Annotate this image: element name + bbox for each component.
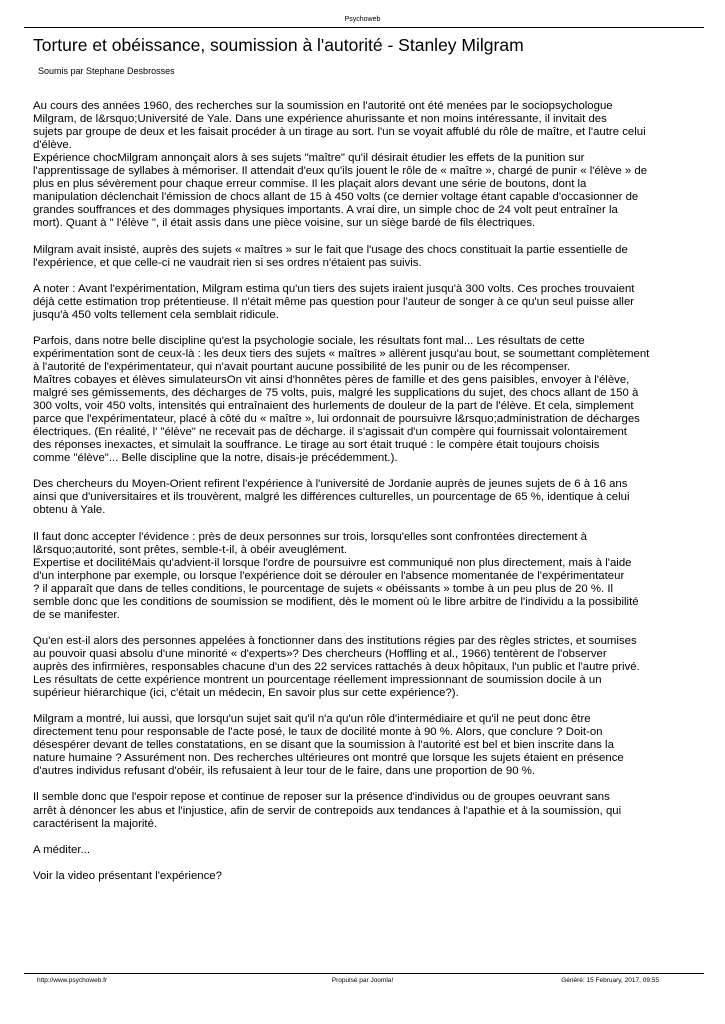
- article-title: Torture et obéissance, soumission à l'autorité - Stanley Milgram: [33, 35, 524, 55]
- article-paragraph: Milgram a montré, lui aussi, que lorsqu'un sujet sait qu'il n'a qu'un rôle d'intermédiaire et qu'il ne peut donc être directement tenu pour responsable de l'acte posé, le taux de docilité monte à 90 %. Alors, que conclure ? Doit-on désespérer devant de telles constatations, en se disant que la soumission à l'autorité est bel et bien inscrite dans la nature humaine ? Assurément non. Des recherches ultérieures ont montré que lorsque les sujets étaient en présence d'autres individus refusant d'obéir, ils refusaient à leur tour de le faire, dans une proportion de 90 %.: [33, 713, 624, 778]
- footer-powered-by: Propulsé par Joomla!: [331, 977, 394, 984]
- article-paragraph: Voir la video présentant l'expérience?: [33, 869, 222, 882]
- article-paragraph: Milgram avait insisté, auprès des sujets « maîtres » sur le fait que l'usage des chocs constituait la partie essentielle de l'expérience, et que celle-ci ne vaudrait rien si ses ordres n'étaient pas suivis.: [33, 243, 628, 269]
- article-paragraph: Qu'en est-il alors des personnes appelées à fonctionner dans des institutions régies par des règles strictes, et soumises au pouvoir quasi absolu d'une minorité « d'experts»? Des chercheurs (Hoffling et al., 1966) tentèrent de l'observer auprès des infirmières, responsables chacune d'un des 22 services rattachés à deux hôpitaux, l'un public et l'autre privé. Les résultats de cette expérience montrent un pourcentage réellement impressionnant de soumission docile à un supérieur hiérarchique (ici, c'était un médecin, En savoir plus sur cette expérience?).: [33, 634, 640, 700]
- article-paragraph: Il faut donc accepter l'évidence : près de deux personnes sur trois, lorsqu'elles sont confrontées directement à l&rsquo;autorité, sont prêtes, semble-t-il, à obéir aveuglément. Expertise et docilitéMais qu'advient-il lorsque l'ordre de poursuivre est communiqué non plus directement, mais à l'aide d'un interphone par exemple, ou lorsque l'expérience doit se dérouler en l'absence momentanée de l'expérimentateur ? il apparaît que dans de telles conditions, le pourcentage de sujets « obéissants » tombe à un peu plus de 20 %. Il semble donc que les conditions de soumission se modifient, dès le moment où le libre arbitre de l'individu a la possibilité de se manifester.: [33, 530, 639, 621]
- article-author: Soumis par Stephane Desbrosses: [38, 66, 175, 76]
- article-paragraph: A méditer...: [33, 843, 90, 856]
- article-body: [33, 100, 707, 896]
- article-paragraph: A noter : Avant l'expérimentation, Milgram estima qu'un tiers des sujets iraient jusqu'à 300 volts. Ces proches trouvaient déjà cette estimation trop prétentieuse. Il n'était même pas question pour l'auteur de songer à ce qu'un seul puisse aller jusqu'à 450 volts tellement cela semblait ridicule.: [33, 282, 635, 321]
- article-paragraph: Il semble donc que l'espoir repose et continue de reposer sur la présence d'individus ou de groupes oeuvrant sans arrêt à dénoncer les abus et l'injustice, afin de servir de contrepoids aux tendances à l'apathie et à la soumission, qui caractérisent la majorité.: [33, 791, 622, 830]
- footer-divider: [24, 973, 704, 974]
- site-name-header: Psychoweb: [344, 16, 381, 23]
- article-paragraph: Parfois, dans notre belle discipline qu'est la psychologie sociale, les résultats font mal... Les résultats de cette expérimentation sont de ceux-là : les deux tiers des sujets « maîtres » allèrent jusqu'au bout, se soumettant complètement à l'autorité de l'expérimentateur, qui n'avait pourtant aucune possibilité de les punir ou de les récompenser. Maîtres cobayes et élèves simulateursOn vit ainsi d'honnêtes pères de famille et des gens paisibles, envoyer à l'élève, malgré ses gémissements, des décharges de 75 volts, puis, malgré les supplications du sujet, des chocs allant de 150 à 300 volts, voir 450 volts, intensités qui entraînaient des hurlements de douleur de la part de l'élève. Et cela, simplement parce que l'expérimentateur, placé à côté du « maître », lui ordonnait de poursuivre l&rsquo;administration de décharges électriques. (En réalité, l' "élève" ne recevait pas de décharge. il s'agissait d'un compère qui fournissait volontairement des réponses inexactes, et simulait la souffrance. Le tirage au sort était truqué : le compère était toujours choisis comme "élève"... Belle discipline que la notre, disais-je précédemment.).: [33, 334, 650, 465]
- footer-generated-date: Généré: 15 February, 2017, 09:55: [561, 977, 659, 984]
- header-divider: [24, 27, 704, 28]
- article-paragraph: Des chercheurs du Moyen-Orient refirent l'expérience à l'université de Jordanie auprès de jeunes sujets de 6 à 16 ans ainsi que d'universitaires et ils trouvèrent, malgré les différences culturelles, un pourcentage de 65 %, identique à celui obtenu à Yale.: [33, 478, 630, 517]
- footer-url-link[interactable]: http://www.psychoweb.fr: [37, 977, 108, 984]
- article-paragraph: Au cours des années 1960, des recherches sur la soumission en l'autorité ont été menées par le sociopsychologue Milgram, de l&rsquo;Université de Yale. Dans une expérience ahurissante et non moins intéressante, il invitait des sujets par groupe de deux et les faisait procéder à un tirage au sort. l'un se voyait affublé du rôle de maître, et l'autre celui d'élève. Expérience chocMilgram annonçait alors à ses sujets "maître" qu'il désirait étudier les effets de la punition sur l'apprentissage de syllabes à mémoriser. Il attendait d'eux qu'ils jouent le rôle de « maître », chargé de punir « l'élève » de plus en plus sévèrement pour chaque erreur commise. Il les plaçait alors devant une série de boutons, dont la manipulation déclenchait l'émission de chocs allant de 15 à 450 volts (ce dernier voltage étant capable d'occasionner de grandes souffrances et des dommages physiques importants. A vrai dire, un simple choc de 24 volt peut entraîner la mort). Quant à " l'élève ", il était assis dans une pièce voisine, sur un siège bardé de fils électriques.: [33, 100, 648, 230]
